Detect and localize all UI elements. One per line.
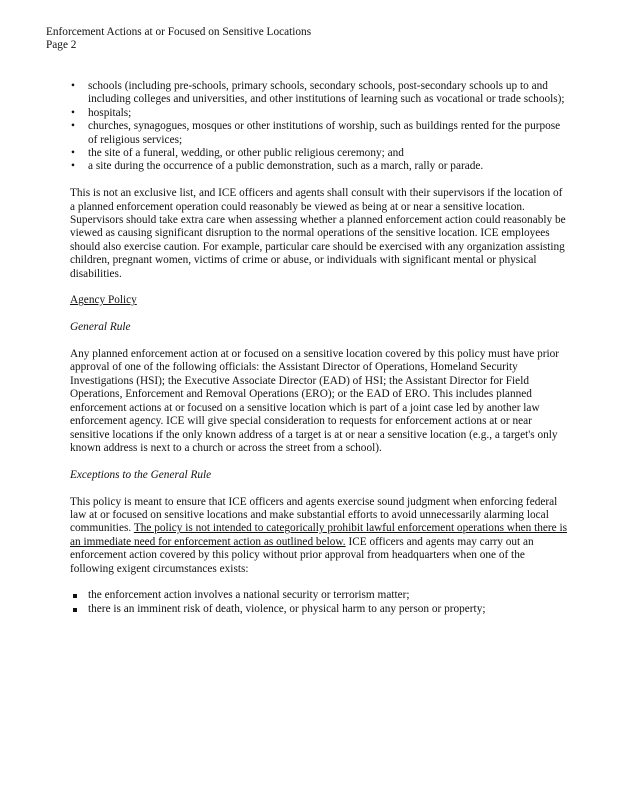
- header-title: Enforcement Actions at or Focused on Sensitive Locations: [46, 26, 312, 38]
- heading-agency-policy: Agency Policy: [70, 294, 137, 307]
- list-item: • hospitals;: [70, 107, 568, 120]
- paragraph-exceptions: [70, 496, 568, 576]
- list-item: • churches, synagogues, mosques or other institutions of worship, such as buildings rented for the purpose of religious services;: [70, 120, 568, 147]
- heading-exceptions: Exceptions to the General Rule: [70, 468, 212, 481]
- paragraph-exclusive-list: This is not an exclusive list, and ICE officers and agents shall consult with their supervisors if the location of a planned enforcement operation could reasonably be viewed as being at or near a sensitive location. Supervisors should take extra care when assessing whether a planned enforcement action could reasonably be viewed as causing significant disruption to the normal operations of the sensitive location. ICE employees should also exercise caution. For example, particular care should be exercised with any organization assisting children, pregnant women, victims of crime or abuse, or individuals with significant mental or physical disabilities.: [70, 187, 566, 280]
- document-body: [70, 80, 568, 616]
- exigent-circumstances-list: [70, 589, 568, 616]
- list-item: • schools (including pre-schools, primary schools, secondary schools, post-secondary schools up to and including colleges and universities, and other institutions of learning such as vocational or trade schools);: [70, 80, 568, 107]
- list-item: • a site during the occurrence of a public demonstration, such as a march, rally or parade.: [70, 160, 568, 173]
- paragraph-exceptions-underlined: The policy is not intended to categorically prohibit lawful enforcement operations when there is an immediate need for enforcement action as outlined below.: [70, 522, 568, 548]
- list-item: • the site of a funeral, wedding, or other public religious ceremony; and: [70, 147, 568, 160]
- paragraph-exceptions-text-b: ICE officers and agents may carry out an enforcement action covered by this policy without prior approval from headquarters when one of the following exigent circumstances exists:: [70, 535, 534, 575]
- heading-general-rule: General Rule: [70, 321, 131, 334]
- sensitive-locations-list: [70, 80, 568, 174]
- list-item: the enforcement action involves a national security or terrorism matter;: [70, 589, 568, 602]
- paragraph-general-rule: Any planned enforcement action at or focused on a sensitive location covered by this policy must have prior approval of one of the following officials: the Assistant Director of Operations, Homeland Security Investigations (HSI); the Executive Associate Director (EAD) of HSI; the Assistant Director for Field Operations, Enforcement and Removal Operations (ERO); or the EAD of ERO. This includes planned enforcement actions at or focused on a sensitive location which is part of a joint case led by another law enforcement agency. ICE will give special consideration to requests for enforcement actions at or near sensitive locations if the only known address of a target is at or near a sensitive location (e.g., a target's only known address is next to a church or across the street from a school).: [70, 348, 560, 454]
- page-header: [46, 26, 606, 52]
- list-item: there is an imminent risk of death, violence, or physical harm to any person or property;: [70, 603, 568, 616]
- paragraph-exceptions-text-a: This policy is meant to ensure that ICE officers and agents exercise sound judgment when enforcing federal law at or focused on sensitive locations and make substantial efforts to avoid unnecessarily alarming local communities.: [70, 495, 558, 535]
- header-page-number: Page 2: [46, 39, 77, 51]
